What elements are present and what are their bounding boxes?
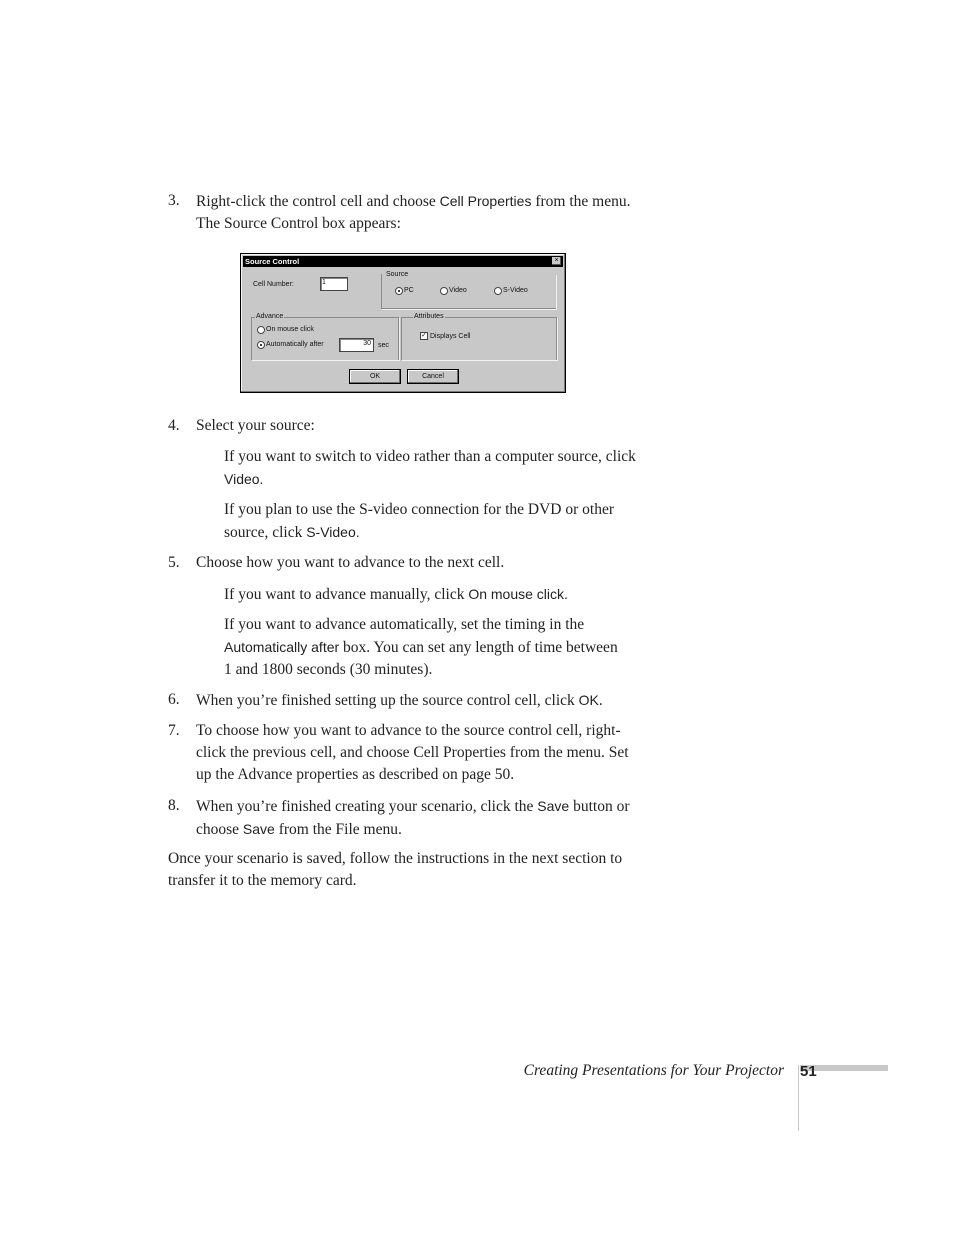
step-6 — [168, 689, 648, 712]
radio-on-mouse-click[interactable] — [257, 326, 265, 334]
footer-rule-vertical — [798, 1065, 799, 1131]
step-number: 7. — [168, 722, 180, 739]
step-4-option-video — [224, 446, 644, 491]
step-text: from the File menu. — [274, 821, 402, 838]
radio-svideo[interactable] — [494, 287, 502, 295]
closing-paragraph: Once your scenario is saved, follow the instructions in the next section to transfer it to the memory card. — [168, 850, 623, 889]
radio-automatically-after-label: Automatically after — [266, 341, 324, 348]
ui-term-on-mouse-click: On mouse click. — [468, 586, 568, 602]
step-3 — [168, 190, 638, 235]
step-text: When you’re finished creating your scenario, click the — [196, 798, 538, 815]
step-number: 8. — [168, 797, 180, 814]
attributes-label: Attributes — [414, 313, 444, 320]
step-text: box. You can set any length of time between 1 and 1800 seconds (30 minutes). — [224, 639, 618, 678]
ui-term-video: Video. — [224, 471, 264, 487]
dialog-titlebar — [243, 256, 563, 267]
cell-number-value: 1 — [322, 279, 326, 286]
step-text: If you want to advance manually, click — [224, 586, 469, 603]
radio-svideo-label: S-Video — [503, 287, 528, 294]
running-footer-title: Creating Presentations for Your Projector — [523, 1062, 784, 1079]
step-8 — [168, 795, 638, 841]
step-text: If you plan to use the S-video connection for the DVD or other source, click — [224, 501, 614, 541]
step-text: Right-click the control cell and choose — [196, 193, 440, 210]
advance-group — [251, 317, 399, 360]
ok-button[interactable]: OK — [349, 369, 401, 384]
step-4 — [168, 415, 638, 437]
step-text: button or choose — [196, 798, 630, 838]
step-text: . — [598, 692, 603, 709]
step-text: Choose how you want to advance to the next cell. — [196, 554, 505, 571]
auto-seconds-field[interactable] — [339, 338, 374, 352]
source-control-dialog — [240, 253, 566, 393]
radio-pc[interactable] — [395, 287, 403, 295]
auto-seconds-value: 30 — [363, 340, 371, 347]
step-number: 6. — [168, 691, 180, 708]
step-4-option-svideo — [224, 499, 624, 544]
step-text: If you want to advance automatically, set the timing in the — [224, 616, 585, 633]
radio-video-label: Video — [449, 287, 467, 294]
step-text: Select your source: — [196, 417, 315, 434]
radio-pc-label: PC — [404, 287, 414, 294]
ui-term-cell-properties: Cell Properties — [439, 193, 532, 209]
close-icon[interactable]: × — [552, 257, 561, 265]
ui-term-save: Save — [242, 821, 275, 837]
page-number: 51 — [800, 1063, 817, 1080]
ui-term-ok: OK — [578, 692, 599, 708]
radio-on-mouse-click-label: On mouse click — [266, 326, 314, 333]
step-text: If you want to switch to video rather than a computer source, click — [224, 448, 636, 465]
step-number: 5. — [168, 554, 180, 571]
cell-number-field[interactable] — [320, 277, 348, 291]
cell-number-label: Cell Number: — [253, 281, 294, 288]
ui-term-automatically-after: Automatically after — [224, 639, 340, 655]
ui-term-svideo: S-Video. — [306, 524, 360, 540]
step-number: 3. — [168, 192, 180, 209]
source-label: Source — [386, 271, 409, 278]
displays-cell-label: Displays Cell — [430, 333, 471, 340]
step-text: from the menu. The Source Control box appears: — [196, 193, 631, 232]
step-text: When you’re finished setting up the source control cell, click — [196, 692, 579, 709]
step-number: 4. — [168, 417, 180, 434]
step-5 — [168, 552, 638, 574]
ui-term-save: Save — [537, 798, 570, 814]
sec-label: sec — [378, 342, 389, 349]
displays-cell-checkbox[interactable]: ✓ — [421, 332, 427, 339]
radio-video[interactable] — [440, 287, 448, 295]
step-5-option-auto — [224, 614, 624, 681]
cancel-button[interactable]: Cancel — [407, 369, 459, 384]
step-7 — [168, 720, 638, 786]
step-text: To choose how you want to advance to the source control cell, right-click the previous cell, and choose Cell Properties from the menu. Set up the Advance properties as described on page 50. — [196, 722, 629, 783]
step-5-option-manual — [224, 583, 644, 606]
advance-label: Advance — [256, 313, 284, 320]
dialog-title: Source Control — [245, 257, 300, 266]
radio-automatically-after[interactable] — [257, 341, 265, 349]
